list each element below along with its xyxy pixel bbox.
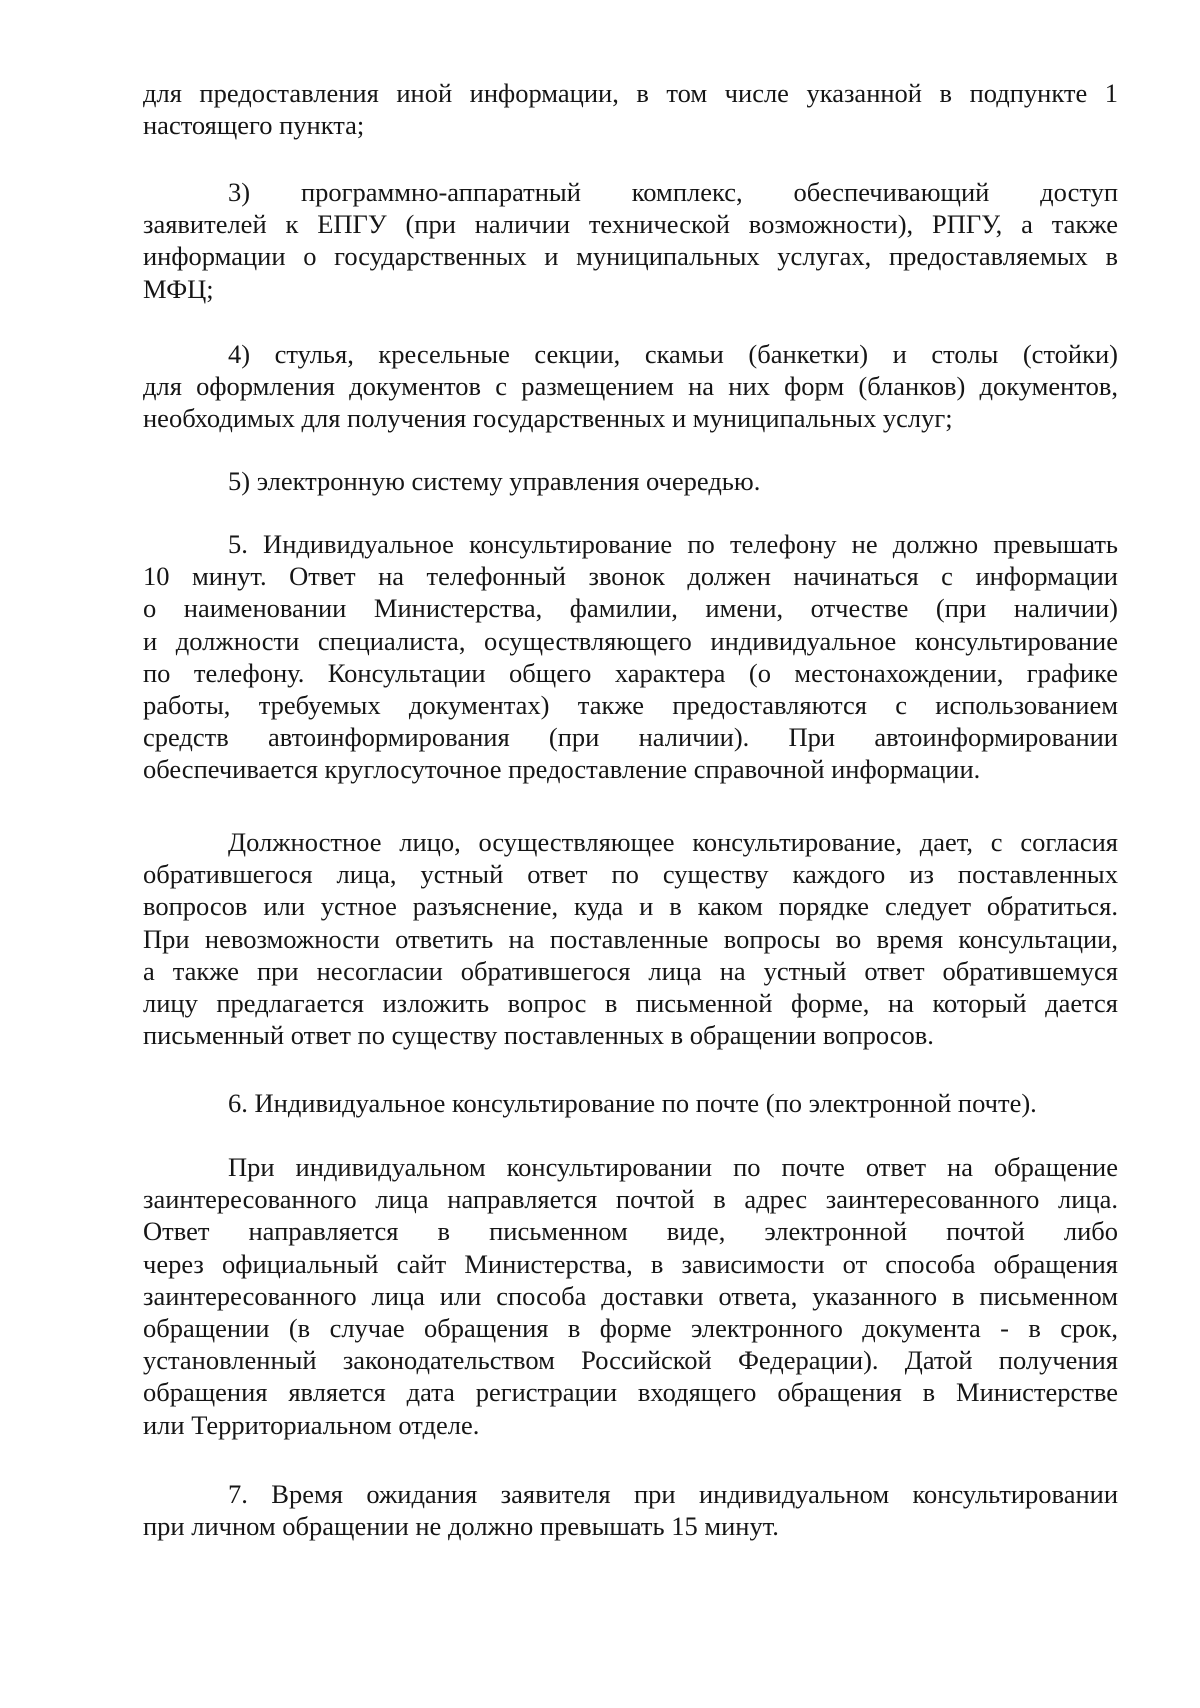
paragraph-2 [143,176,1118,305]
text-line: и должности специалиста, осуществляющего индивидуальное консультирование [143,625,1118,656]
paragraph-5 [143,528,1118,786]
text-line: установленный законодательством Российской Федерации). Датой получения [143,1345,1118,1376]
text-line: обеспечивается круглосуточное предоставление справочной информации. [143,754,981,785]
text-line: 5) электронную систему управления очередью. [228,466,761,496]
paragraph-9 [143,1478,1118,1542]
text-line: через официальный сайт Министерства, в зависимости от способа обращения [143,1248,1118,1279]
text-line: 4) стулья, кресельные секции, скамьи (банкетки) и столы (стойки) [228,339,1118,369]
text-line: 10 минут. Ответ на телефонный звонок должен начинаться с информации [143,561,1118,592]
text-line: 6. Индивидуальное консультирование по почте (по электронной почте). [228,1088,1037,1118]
text-line: информации о государственных и муниципальных услугах, предоставляемых в [143,241,1118,272]
text-line: настоящего пункта; [143,110,365,141]
paragraph-3 [143,338,1118,435]
text-line: вопросов или устное разъяснение, куда и в каком порядке следует обратиться. [143,891,1118,922]
text-line: о наименовании Министерства, фамилии, имени, отчестве (при наличии) [143,593,1118,624]
text-line: заявителей к ЕПГУ (при наличии технической возможности), РПГУ, а также [143,209,1118,240]
text-line: заинтересованного лица направляется почтой в адрес заинтересованного лица. [143,1184,1118,1215]
text-line: при личном обращении не должно превышать 15 минут. [143,1511,779,1542]
paragraph-1 [143,77,1118,141]
text-line: МФЦ; [143,273,214,304]
text-line: обращения является дата регистрации входящего обращения в Министерстве [143,1377,1118,1408]
text-line: для предоставления иной информации, в том числе указанной в подпункте 1 [143,78,1118,108]
text-line: необходимых для получения государственных и муниципальных услуг; [143,403,953,434]
paragraph-7 [143,1087,1118,1119]
text-line: лицу предлагается изложить вопрос в письменной форме, на который дается [143,988,1118,1019]
text-line: 5. Индивидуальное консультирование по телефону не должно превышать [228,529,1118,559]
paragraph-8 [143,1151,1118,1441]
text-line: Должностное лицо, осуществляющее консультирование, дает, с согласия [228,827,1118,857]
text-line: обращении (в случае обращения в форме электронного документа - в срок, [143,1313,1118,1344]
text-line: средств автоинформирования (при наличии). При автоинформировании [143,722,1118,753]
text-line: 3) программно-аппаратный комплекс, обеспечивающий доступ [228,177,1118,207]
text-line: При невозможности ответить на поставленные вопросы во время консультации, [143,923,1118,954]
text-line: для оформления документов с размещением на них форм (бланков) документов, [143,371,1118,402]
text-line: обратившегося лица, устный ответ по существу каждого из поставленных [143,859,1118,890]
text-line: работы, требуемых документах) также предоставляются с использованием [143,690,1118,721]
text-line: по телефону. Консультации общего характера (о местонахождении, графике [143,657,1118,688]
text-line: или Территориальном отделе. [143,1409,480,1440]
text-line: а также при несогласии обратившегося лица на устный ответ обратившемуся [143,955,1118,986]
text-line: Ответ направляется в письменном виде, электронной почтой либо [143,1216,1118,1247]
text-line: заинтересованного лица или способа доставки ответа, указанного в письменном [143,1280,1118,1311]
paragraph-4 [143,465,1118,497]
paragraph-6 [143,826,1118,1051]
text-line: 7. Время ожидания заявителя при индивидуальном консультировании [228,1479,1118,1509]
text-line: При индивидуальном консультировании по почте ответ на обращение [228,1152,1118,1182]
text-line: письменный ответ по существу поставленных в обращении вопросов. [143,1020,934,1051]
